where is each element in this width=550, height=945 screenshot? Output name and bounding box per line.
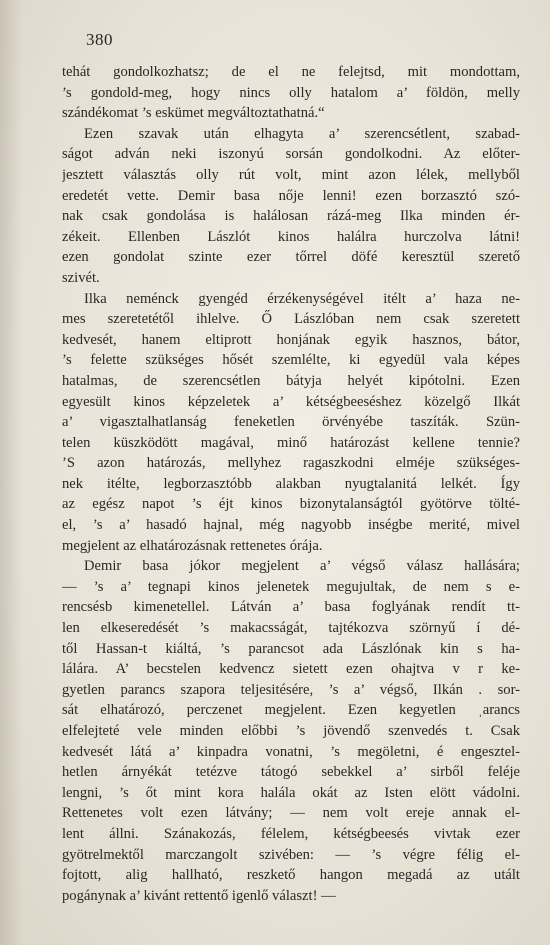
text-line: gyetlen parancs szapora teljesitésére, ’s a’ végső, Ilkán . sor- xyxy=(62,681,520,698)
text-line: lent állni. Szánakozás, félelem, kétségbeesés vivtak ezer xyxy=(62,825,520,842)
text-line: megjelent az elhatározásnak rettenetes órája. xyxy=(62,537,323,554)
text-line: lengni, ’s őt mint kora halála okát az Isten elött vádolni. xyxy=(62,784,520,801)
text-line: hatalmas, de szerencsétlen bátyja helyét kipótolni. Ezen xyxy=(62,372,520,389)
text-line: jesztett választás olly rút volt, mint azon lélek, mellyből xyxy=(62,166,520,183)
page-number: 380 xyxy=(86,30,113,49)
text-line: ’s gondold-meg, hogy nincs olly hatalom a’ földön, melly xyxy=(62,84,520,101)
text-line: ’S azon határozás, mellyhez ragaszkodni elméje szükséges- xyxy=(62,455,520,472)
text-line: ’s felette szükséges hősét szemlélte, ki egyedül vala képes xyxy=(62,352,520,369)
text-line: hetlen árnyékát tetézve tátogó sebekkel a’ sirből feléje xyxy=(62,764,520,781)
text-line: kedvesét látá a’ kinpadra vonatni, ’s megöletni, é engesztel- xyxy=(62,743,520,760)
text-line: szándékomat ’s eskümet megváltoztathatná.“ xyxy=(62,105,325,122)
text-line: Rettenetes volt ezen látvány; — nem volt ereje annak el- xyxy=(62,805,520,822)
text-line: elfelejteté vele minden előbbi ’s jövendő szenvedés t. Csak xyxy=(62,723,520,739)
text-line: telen küszködött magával, minő határozást kellene tennie? xyxy=(62,434,520,451)
text-line: el, ’s a’ hasadó hajnal, még nagyobb inségbe merité, mivel xyxy=(62,517,520,534)
text-line: ságot adván neki iszonyú sorsán gondolkodni. Az előter- xyxy=(62,146,520,163)
text-line: rencsésb kimenetellel. Látván a’ basa foglyának rendít tt- xyxy=(62,599,520,616)
text-line: egyesült kinos képzeletek a’ kétségbeeséshez közelgő Ilkát xyxy=(62,393,520,410)
text-line: től Hassan-t kiáltá, ’s parancsot ada Lászlónak kin s ha- xyxy=(62,640,520,657)
text-line: lálára. A’ becstelen kedvencz sietett ezen ohajtva v r ke- xyxy=(62,661,520,678)
text-line: nek itélte, legborzasztóbb alakban nyugtalanitá lelkét. Így xyxy=(62,475,520,492)
text-line: az egész napot ’s éjt kinos bizonytalanságtól gyötörve tölté- xyxy=(62,496,520,513)
text-line: sát elhatározó, perczenet megjelent. Ezen kegyetlen ˌarancs xyxy=(62,702,520,719)
text-line: len elkeseredését ’s makacsságát, tajtékozva szörnyű í dé- xyxy=(62,620,520,637)
text-line: szivét. xyxy=(62,269,100,286)
text-line: kedvesét, hanem eltiprott honjának egyik hasznos, bátor, xyxy=(62,331,520,348)
text-line: a’ vigasztalhatlanság feneketlen örvényébe taszíták. Szün- xyxy=(62,414,520,431)
text-line: nak csak gondolása is halálosan rázá-meg Ilka minden ér- xyxy=(62,208,520,225)
text-line: eredetét vette. Demir basa nője lenni! ezen borzasztó szó- xyxy=(62,187,520,204)
text-line: tehát gondolkozhatsz; de el ne felejtsd, mit mondottam, xyxy=(62,64,520,80)
text-line: gyötrelmektől marczangolt szivében: — ’s végre félig el- xyxy=(62,846,520,863)
text-line: — ’s a’ tegnapi kinos jelenetek megujultak, de nem s e- xyxy=(62,578,520,595)
text-line: fojtott, alig hallható, reszkető hangon megadá az utált xyxy=(62,867,520,884)
text-line: mes szeretetétől ihlelve. Ő Lászlóban nem csak szeretett xyxy=(62,311,520,328)
text-line: Ilka neménck gyengéd érzékenységével itélt a’ haza ne- xyxy=(84,290,520,307)
text-line: pogánynak a’ kivánt rettentő igenlő választ! — xyxy=(62,887,336,904)
text-line: zékeit. Ellenben Lászlót kinos halálra hurczolva látni! xyxy=(62,228,520,245)
text-line: Ezen szavak után elhagyta a’ szerencsétlent, szabad- xyxy=(84,125,520,142)
text-line: ezen gondolat szinte ezer tőrrel döfé keresztül szerető xyxy=(62,249,520,266)
body-text xyxy=(62,62,520,906)
text-line: Demir basa jókor megjelent a’ végső válasz hallására; xyxy=(84,558,520,575)
